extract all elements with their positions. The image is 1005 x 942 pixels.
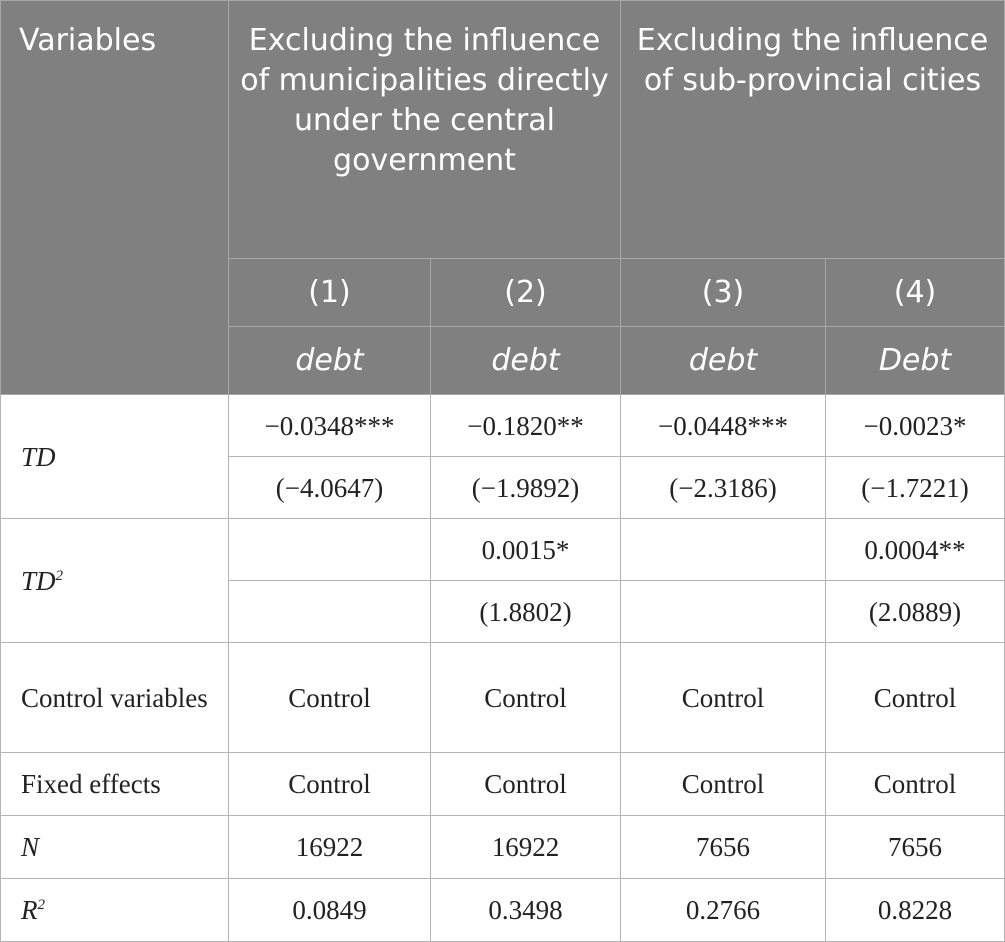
r2-4: 0.8228 bbox=[826, 879, 1005, 942]
td2-coef-4: 0.0004** bbox=[826, 519, 1005, 581]
fixed-2: Control bbox=[431, 753, 621, 816]
dependent-variable-1: debt bbox=[229, 327, 431, 395]
td-coef-3: −0.0448*** bbox=[621, 395, 826, 457]
column-number-3: (3) bbox=[621, 259, 826, 327]
row-label-n: N bbox=[1, 816, 229, 879]
row-label-control-variables: Control variables bbox=[1, 643, 229, 753]
variables-header: Variables bbox=[1, 1, 229, 395]
td-squared-exponent: 2 bbox=[55, 567, 64, 584]
td2-t-4: (2.0889) bbox=[826, 581, 1005, 643]
n-2: 16922 bbox=[431, 816, 621, 879]
controls-3: Control bbox=[621, 643, 826, 753]
controls-2: Control bbox=[431, 643, 621, 753]
td2-coef-3 bbox=[621, 519, 826, 581]
table-row-td2-coefficients bbox=[1, 519, 1005, 581]
table-header bbox=[1, 1, 1005, 395]
header-row-groups bbox=[1, 1, 1005, 259]
column-number-4: (4) bbox=[826, 259, 1005, 327]
td2-coef-2: 0.0015* bbox=[431, 519, 621, 581]
column-number-2: (2) bbox=[431, 259, 621, 327]
row-label-td-squared bbox=[1, 519, 229, 643]
group-header-sub-provincial: Excluding the influence of sub-provincial cities bbox=[621, 1, 1005, 259]
td2-t-1 bbox=[229, 581, 431, 643]
dependent-variable-4: Debt bbox=[826, 327, 1005, 395]
td-t-1: (−4.0647) bbox=[229, 457, 431, 519]
table-row-r-squared bbox=[1, 879, 1005, 942]
r-squared-base: R bbox=[21, 895, 38, 925]
r2-3: 0.2766 bbox=[621, 879, 826, 942]
table-row-fixed-effects bbox=[1, 753, 1005, 816]
row-label-fixed-effects: Fixed effects bbox=[1, 753, 229, 816]
fixed-3: Control bbox=[621, 753, 826, 816]
table-row-td-coefficients bbox=[1, 395, 1005, 457]
dependent-variable-2: debt bbox=[431, 327, 621, 395]
group-header-municipalities: Excluding the influence of municipalities directly under the central government bbox=[229, 1, 621, 259]
column-number-1: (1) bbox=[229, 259, 431, 327]
controls-1: Control bbox=[229, 643, 431, 753]
td-coef-4: −0.0023* bbox=[826, 395, 1005, 457]
td-coef-2: −0.1820** bbox=[431, 395, 621, 457]
row-label-td: TD bbox=[1, 395, 229, 519]
td-t-4: (−1.7221) bbox=[826, 457, 1005, 519]
fixed-4: Control bbox=[826, 753, 1005, 816]
n-4: 7656 bbox=[826, 816, 1005, 879]
td2-t-2: (1.8802) bbox=[431, 581, 621, 643]
r2-1: 0.0849 bbox=[229, 879, 431, 942]
td2-t-3 bbox=[621, 581, 826, 643]
td-t-3: (−2.3186) bbox=[621, 457, 826, 519]
dependent-variable-3: debt bbox=[621, 327, 826, 395]
table-row-n bbox=[1, 816, 1005, 879]
controls-4: Control bbox=[826, 643, 1005, 753]
td-coef-1: −0.0348*** bbox=[229, 395, 431, 457]
td-t-2: (−1.9892) bbox=[431, 457, 621, 519]
td-squared-base: TD bbox=[21, 565, 56, 596]
n-1: 16922 bbox=[229, 816, 431, 879]
row-label-r-squared bbox=[1, 879, 229, 942]
fixed-1: Control bbox=[229, 753, 431, 816]
r-squared-exponent: 2 bbox=[37, 897, 45, 913]
table-row-control-variables bbox=[1, 643, 1005, 753]
r2-2: 0.3498 bbox=[431, 879, 621, 942]
n-3: 7656 bbox=[621, 816, 826, 879]
td2-coef-1 bbox=[229, 519, 431, 581]
table-body bbox=[1, 395, 1005, 942]
